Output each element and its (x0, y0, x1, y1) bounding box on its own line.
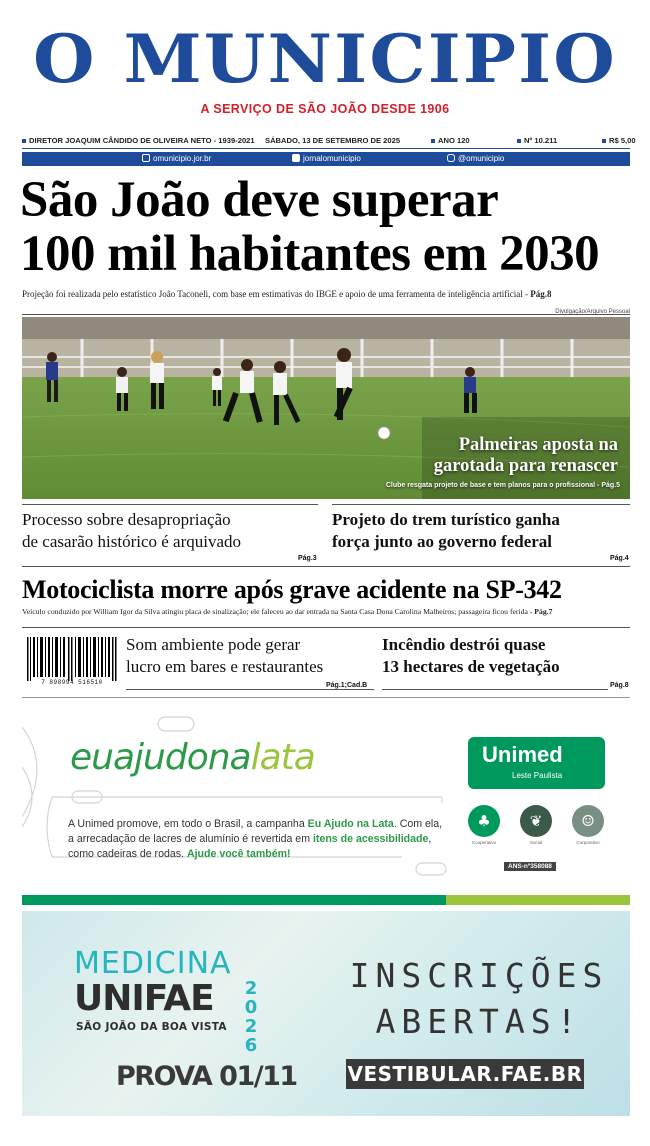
director-text: DIRETOR JOAQUIM CÂNDIDO DE OLIVEIRA NETO - 1939-2021 (29, 136, 255, 145)
divider (22, 504, 318, 505)
ad-lime-bar (446, 895, 630, 905)
unimed-brand: Unimed (482, 742, 563, 767)
main-headline-line-2: 100 mil habitantes em 2030 (20, 226, 600, 282)
square-bullet-icon (431, 139, 435, 143)
square-bullet-icon (517, 139, 521, 143)
ad-city: SÃO JOÃO DA BOA VISTA (76, 1021, 227, 1033)
story-expropriation[interactable] (22, 509, 322, 553)
story-fire[interactable] (382, 634, 632, 678)
page-ref[interactable]: Pág.3 (298, 555, 317, 562)
main-page-ref[interactable]: Pág.8 (530, 289, 552, 299)
divider (22, 566, 630, 567)
divider (22, 697, 630, 698)
photo-credit: Divulgação/Arquivo Pessoal (555, 309, 630, 315)
issue-text: Nº 10.211 (524, 136, 558, 145)
motorcycle-summary-text: Veículo conduzido por William Igor da Silva atingiu placa de sinalização; ele faleceu ao dar entrada na Santa Casa Dona Carolina Malheiros; passageira ficou ferida - (22, 607, 535, 616)
leaf-icon: ❦ (520, 805, 552, 837)
issue-info (517, 136, 557, 145)
instagram-icon (447, 154, 455, 162)
unimed-ad[interactable] (22, 707, 630, 903)
social-bar (22, 152, 630, 166)
year-text: ANO 120 (438, 136, 470, 145)
campaign-text-part: A Unimed promove, em todo o Brasil, a campanha (68, 818, 308, 830)
divider (22, 148, 630, 149)
director-info (22, 136, 255, 145)
photo-subtitle: Clube resgata projeto de base e tem planos para o profissional - Pág.5 (385, 482, 620, 489)
campaign-title (70, 737, 315, 778)
masthead (0, 22, 650, 116)
divider (382, 689, 608, 690)
price-info (602, 136, 636, 145)
edition-date: SÁBADO, 13 DE SETEMBRO DE 2025 (265, 136, 401, 145)
square-bullet-icon (602, 139, 606, 143)
campaign-highlight: Ajude você também! (186, 848, 291, 860)
year-digit: 0 (244, 997, 258, 1018)
instagram-link[interactable] (447, 154, 504, 163)
badge-label: Cooperativo (471, 840, 497, 845)
divider (332, 504, 630, 505)
main-headline[interactable] (20, 173, 640, 281)
story-line: Som ambiente pode gerar (126, 635, 301, 654)
barcode-graphic (27, 634, 117, 684)
group-icon: ☺ (572, 805, 604, 837)
year-digit: 2 (244, 1016, 258, 1037)
facebook-text: jornalomunicipio (303, 154, 361, 163)
facebook-icon (292, 154, 300, 162)
page-ref[interactable]: Pág.4 (610, 555, 629, 562)
price-text: R$ 5,00 (609, 136, 636, 145)
website-text: omunicipio.jor.br (153, 154, 212, 163)
ad-exam-date: PROVA 01/11 (116, 1061, 297, 1092)
instagram-text: @omunicipio (458, 154, 505, 163)
story-line: Processo sobre desapropriação (22, 510, 231, 529)
newspaper-logo[interactable]: O MUNICIPIO (33, 20, 617, 98)
ans-registration: ANS-nº358088 (504, 862, 556, 871)
story-line: de casarão histórico é arquivado (22, 532, 242, 551)
ad-year (240, 979, 262, 1055)
campaign-text-part: . Com ela, a arrecadação de lacres de alumínio é revertida em (68, 818, 443, 845)
tagline: A SERVIÇO DE SÃO JOÃO DESDE 1906 (200, 102, 450, 116)
globe-icon (142, 154, 150, 162)
campaign-highlight: Eu Ajudo na Lata (307, 818, 394, 830)
year-digit: 6 (244, 1035, 258, 1056)
cta-line: INSCRIÇÕES (349, 956, 609, 995)
website-link[interactable] (142, 154, 211, 163)
campaign-title-part-2: lata (250, 737, 315, 778)
year-digit: 2 (244, 978, 258, 999)
info-bar (22, 134, 636, 148)
ad-medicina: MEDICINA (74, 946, 232, 981)
divider (22, 627, 630, 628)
story-line: lucro em bares e restaurantes (126, 657, 324, 676)
story-line: Incêndio destrói quase (382, 635, 546, 654)
motorcycle-headline[interactable]: Motociclista morre após grave acidente na SP-342 (22, 575, 562, 604)
ad-registration-open (344, 953, 614, 1045)
barcode-number: 7 898994 516510 (41, 679, 103, 686)
main-summary-text: Projeção foi realizada pelo estatístico João Taconeli, com base em estimativas do IBGE e apoio de uma ferramenta de inteligência artificial - (22, 289, 531, 299)
main-summary (22, 289, 637, 299)
photo-headline[interactable] (434, 435, 618, 477)
unimed-logo[interactable] (468, 737, 605, 789)
story-line: força junto ao governo federal (332, 532, 553, 551)
page-ref[interactable]: Pág.8 (610, 682, 629, 689)
photo-headline-line-2: garotada para renascer (433, 456, 618, 476)
square-bullet-icon (22, 139, 26, 143)
facebook-link[interactable] (292, 154, 361, 163)
vestibular-link[interactable]: VESTIBULAR.FAE.BR (346, 1059, 584, 1089)
soccer-photo[interactable] (22, 317, 630, 499)
unifae-ad[interactable] (22, 911, 630, 1116)
motorcycle-page-ref[interactable]: Pág.7 (534, 607, 553, 616)
story-tourist-train[interactable] (332, 509, 632, 553)
divider (22, 314, 630, 315)
people-icon: ♣ (468, 805, 500, 837)
campaign-title-part-1: euajudona (70, 737, 251, 778)
main-headline-line-1: São João deve superar (20, 172, 499, 228)
year-info (431, 136, 470, 145)
story-ambient-sound[interactable] (126, 634, 376, 678)
campaign-text-part: , como cadeiras de rodas. (68, 833, 432, 860)
story-line: 13 hectares de vegetação (382, 657, 560, 676)
page-ref[interactable]: Pág.1;Cad.B (326, 682, 368, 689)
cta-line: ABERTAS! (375, 1002, 583, 1041)
campaign-text (68, 817, 448, 862)
ad-unifae: UNIFAE (74, 978, 214, 1019)
campaign-highlight: itens de acessibilidade (312, 833, 429, 845)
badge-label: Corporativo (576, 840, 600, 845)
photo-headline-line-1: Palmeiras aposta na (458, 435, 618, 455)
divider (126, 689, 374, 690)
story-line: Projeto do trem turístico ganha (332, 510, 560, 529)
badge-label: Social (529, 840, 543, 845)
motorcycle-summary (22, 607, 637, 616)
unimed-region: Leste Paulista (512, 771, 563, 780)
